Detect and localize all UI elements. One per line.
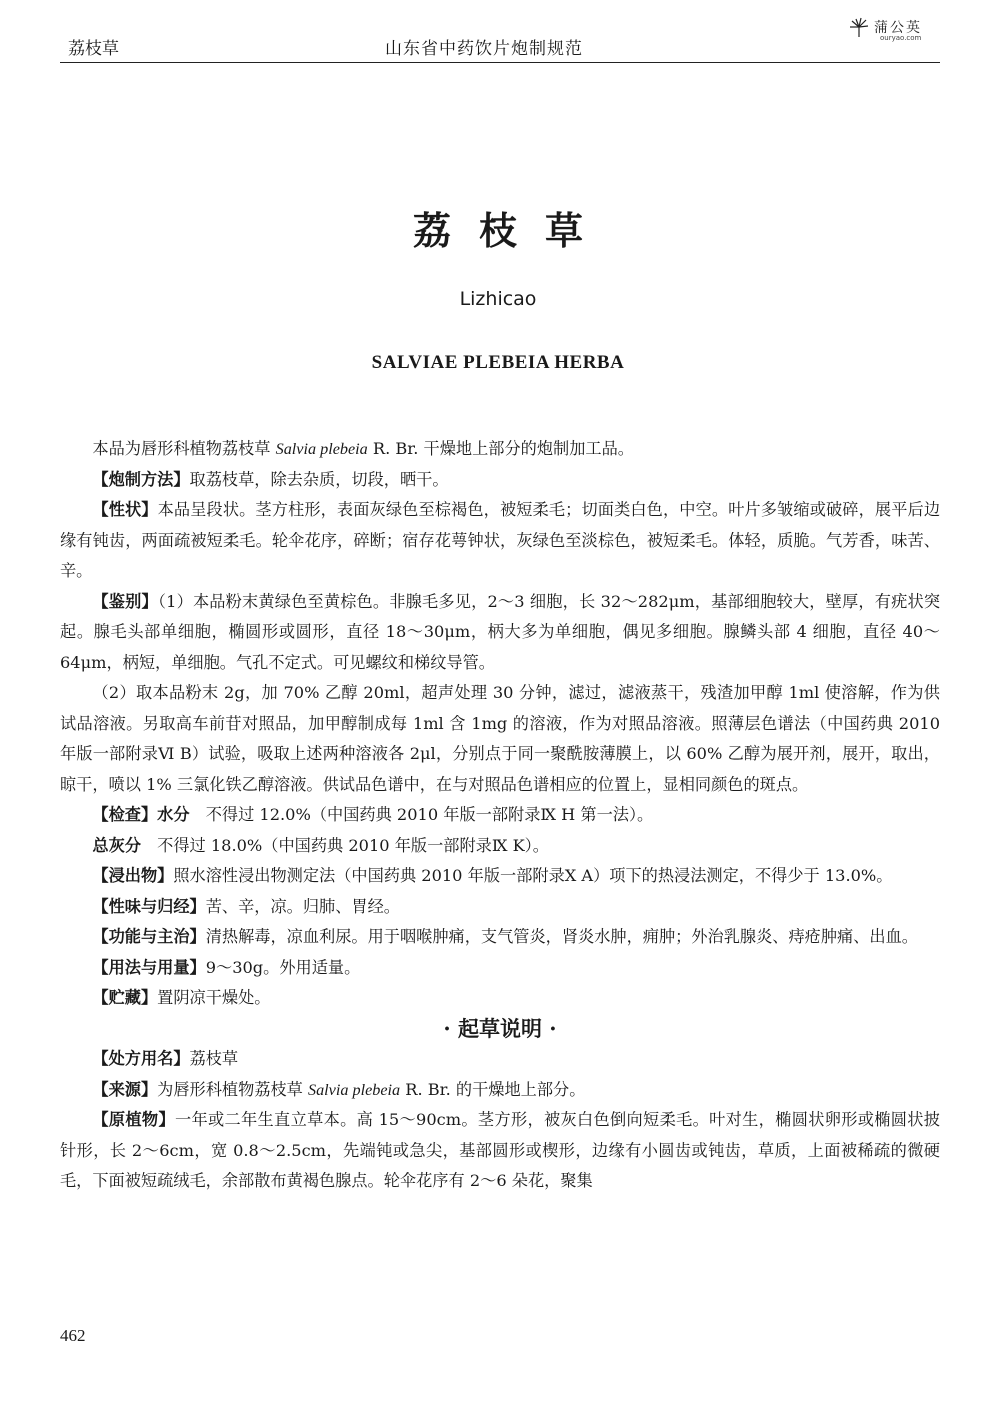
monograph-body	[60, 434, 940, 1197]
processing-paragraph: 【炮制方法】取荔枝草，除去杂质，切段，晒干。	[92, 469, 449, 489]
page-title: 荔枝草	[412, 208, 611, 253]
header-entry-name: 荔枝草	[68, 39, 119, 59]
character-paragraph: 【性状】本品呈段状。茎方柱形，表面灰绿色至棕褐色，被短柔毛；切面类白色，中空。叶片多皱缩或破碎，展平后边缘有钝齿，两面疏被短柔毛。轮伞花序，碎断；宿存花萼钟状，灰绿色至淡棕色，被短柔毛。体轻，质脆。气芳香，味苦、辛。	[60, 500, 941, 580]
inspection-water: 【检查】水分 不得过 12.0%（中国药典 2010 年版一部附录Ⅸ H 第一法）。	[92, 805, 654, 824]
intro-paragraph: 本品为唇形科植物荔枝草 Salvia plebeia R. Br. 干燥地上部分的炮制加工品。	[92, 439, 634, 458]
inspection-ash: 总灰分 不得过 18.0%（中国药典 2010 年版一部附录Ⅸ K）。	[92, 835, 549, 855]
pinyin-name: Lizhicao	[459, 288, 537, 310]
page-number: 462	[60, 1326, 86, 1345]
identification-paragraph-2: （2）取本品粉末 2g，加 70% 乙醇 20ml，超声处理 30 分钟，滤过，滤液蒸干，残渣加甲醇 1ml 使溶解，作为供试品溶液。另取高车前苷对照品，加甲醇制成每 1ml 含 1mg 的溶液，作为对照品溶液。照薄层色谱法（中国药典 2010 年版一部附录Ⅵ B）试验，吸取上述两种溶液各 2μl，分别点于同一聚酰胺薄膜上，以 60% 乙醇为展开剂，展开，取出，晾干，喷以 1% 三氯化铁乙醇溶液。供试品色谱中，在与对照品色谱相应的位置上，显相同颜色的斑点。	[60, 683, 940, 794]
section-heading: · 起草说明 ·	[443, 1015, 557, 1041]
usage-paragraph: 【用法与用量】9～30g。外用适量。	[92, 957, 361, 977]
function-paragraph: 【功能与主治】清热解毒，凉血利尿。用于咽喉肿痛，支气管炎，肾炎水肿，痈肿；外治乳腺炎、痔疮肿痛、出血。	[92, 927, 918, 946]
plant-paragraph: 【原植物】一年或二年生直立草本。高 15～90cm。茎方形，被灰白色倒向短柔毛。叶对生，椭圆状卵形或椭圆状披针形，长 2～6cm，宽 0.8～2.5cm，先端钝或急尖，基部圆形或楔形，边缘有小圆齿或钝齿，草质，上面被稀疏的微硬毛，下面被短疏绒毛，余部散布黄褐色腺点。轮伞花序有 2～6 朵花，聚集	[60, 1110, 940, 1190]
header-book-title: 山东省中药饮片炮制规范	[385, 39, 583, 59]
logo-brand: 蒲公英	[874, 20, 922, 36]
extract-paragraph: 【浸出物】照水溶性浸出物测定法（中国药典 2010 年版一部附录Ⅹ A）项下的热浸法测定，不得少于 13.0%。	[92, 866, 893, 885]
source-paragraph: 【来源】为唇形科植物荔枝草 Salvia plebeia R. Br. 的干燥地上部分。	[92, 1079, 586, 1099]
watermark-logo	[848, 17, 943, 47]
prescription-name-paragraph: 【处方用名】荔枝草	[92, 1049, 239, 1068]
identification-paragraph-1: 【鉴别】（1）本品粉末黄绿色至黄棕色。非腺毛多见，2～3 细胞，长 32～282μm，基部细胞较大，壁厚，有疣状突起。腺毛头部单细胞，椭圆形或圆形，直径 18～30μm，柄大多为单细胞，偶见多细胞。腺鳞头部 4 细胞，直径 40～64μm，柄短，单细胞。气孔不定式。可见螺纹和梯纹导管。	[60, 591, 941, 672]
nature-paragraph: 【性味与归经】苦、辛，凉。归肺、胃经。	[92, 896, 400, 916]
running-header	[60, 28, 940, 63]
storage-paragraph: 【贮藏】置阴凉干燥处。	[92, 988, 271, 1007]
logo-url: ouryao.com	[880, 34, 922, 42]
dandelion-logo-icon	[848, 17, 870, 39]
latin-name: SALVIAE PLEBEIA HERBA	[371, 352, 625, 373]
